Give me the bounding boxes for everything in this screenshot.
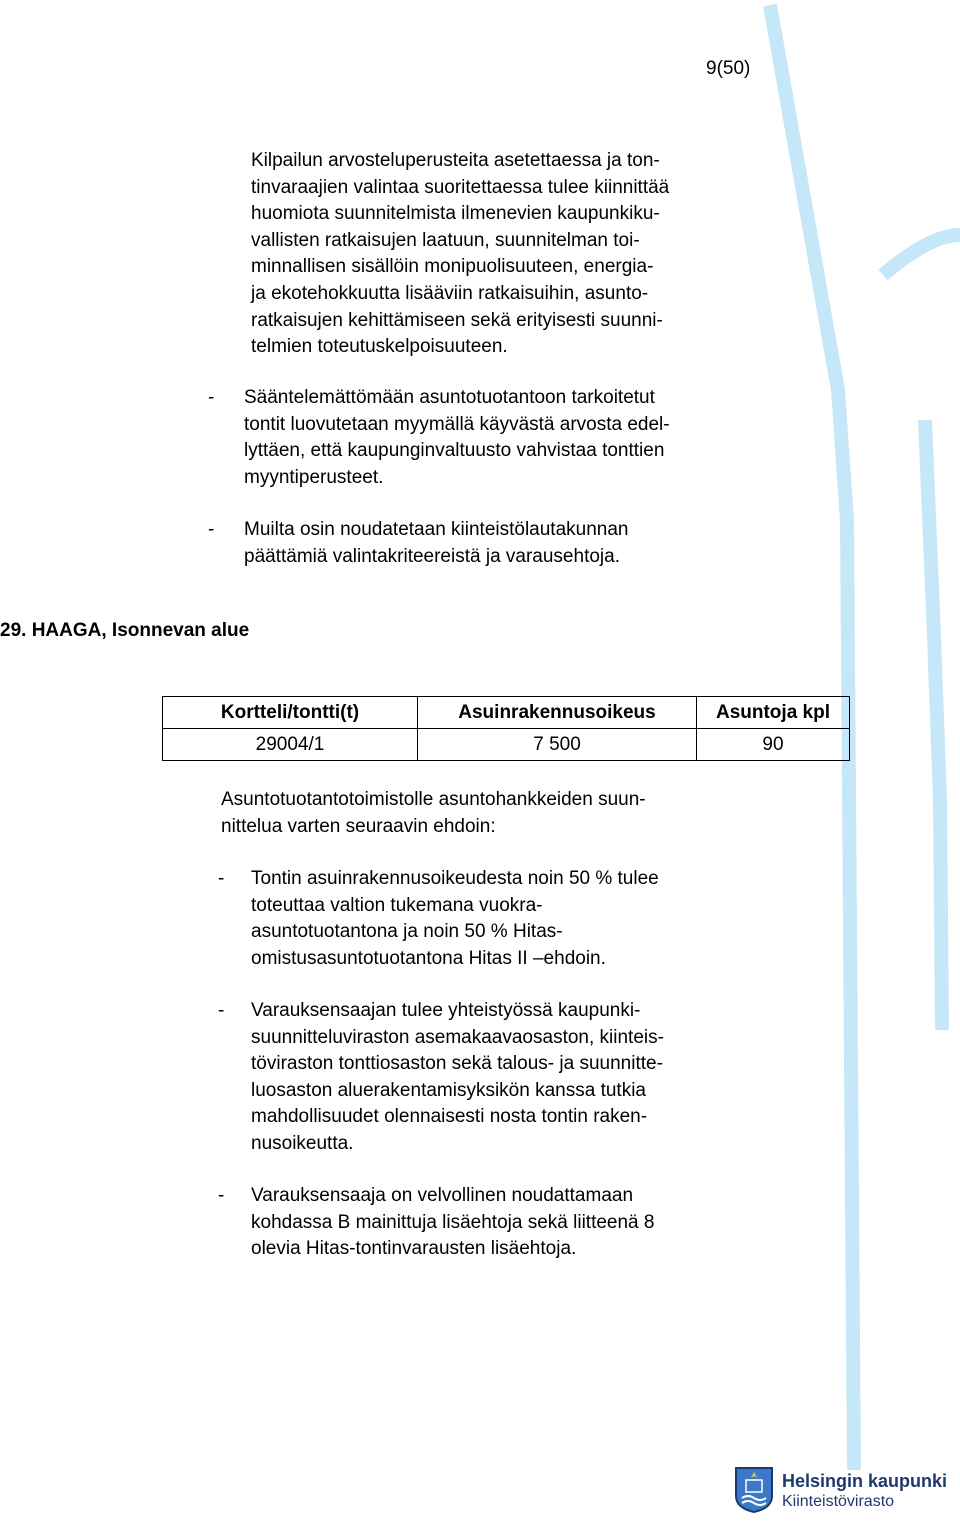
- bullet-dash: -: [208, 387, 215, 408]
- helsinki-crest-icon: [734, 1466, 774, 1514]
- bullet-dash: -: [218, 1185, 225, 1206]
- column-header: Asuinrakennusoikeus: [418, 697, 697, 729]
- table-cell: 7 500: [418, 729, 697, 761]
- logo-title: Helsingin kaupunki: [782, 1471, 948, 1491]
- table-cell: 29004/1: [163, 729, 418, 761]
- intro-paragraph: Kilpailun arvosteluperusteita asetettaessa ja ton- tinvaraajien valintaa suoritettaessa tulee kiinnittää huomiota suunnitelmista ilmenevien kaupunkiku- vallisten ratkaisujen laatuun, suunnitelman toi- minnallisen sisällöin monipuolisuuteen, energia- ja ekotehokkuutta lisääviin ratkaisuihin, asunto- ratkaisujen kehittämiseen sekä erityisesti suunni- telmien toteutuskelpoisuuteen.: [251, 150, 670, 358]
- bullet-dash: -: [208, 519, 215, 540]
- page-number: 9(50): [706, 58, 751, 79]
- bullet-item: Varauksensaajan tulee yhteistyössä kaupunki- suunnitteluviraston asemakaavaosaston, kiinteis- töviraston tonttiosaston sekä talous- ja suunnitte- luosaston aluerakentamisyksikön kanssa tutkia mahdollisuudet olennaisesti nosta tontin raken- nusoikeutta.: [251, 1000, 664, 1154]
- table-header-row: [163, 697, 850, 729]
- bullet-item: Tontin asuinrakennusoikeudesta noin 50 % tulee toteuttaa valtion tukemana vuokra- asuntotuotantona ja noin 50 % Hitas- omistusasuntotuotantona Hitas II –ehdoin.: [251, 868, 659, 969]
- bullet-item: Sääntelemättömään asuntotuotantoon tarkoitetut tontit luovutetaan myymällä käyvästä arvosta edel- lyttäen, että kaupunginvaltuusto vahvistaa tonttien myyntiperusteet.: [244, 387, 670, 488]
- bullet-dash: -: [218, 868, 225, 889]
- section-heading: 29. HAAGA, Isonnevan alue: [0, 620, 250, 641]
- table-row: [163, 729, 850, 761]
- logo-subtitle: Kiinteistövirasto: [782, 1493, 895, 1510]
- column-header: Asuntoja kpl: [697, 697, 850, 729]
- bullet-item: Varauksensaaja on velvollinen noudattamaan kohdassa B mainittuja lisäehtoja sekä liitteenä 8 olevia Hitas-tontinvarausten lisäehtoja.: [251, 1185, 655, 1260]
- bullet-dash: -: [218, 1000, 225, 1021]
- table-cell: 90: [697, 729, 850, 761]
- reservation-intro: Asuntotuotantotoimistolle asuntohankkeiden suun- nittelua varten seuraavin ehdoin:: [221, 789, 646, 837]
- bullet-item: Muilta osin noudatetaan kiinteistölautakunnan päättämiä valintakriteereistä ja varausehtoja.: [244, 519, 629, 567]
- plot-table: [162, 696, 850, 761]
- column-header: Kortteli/tontti(t): [163, 697, 418, 729]
